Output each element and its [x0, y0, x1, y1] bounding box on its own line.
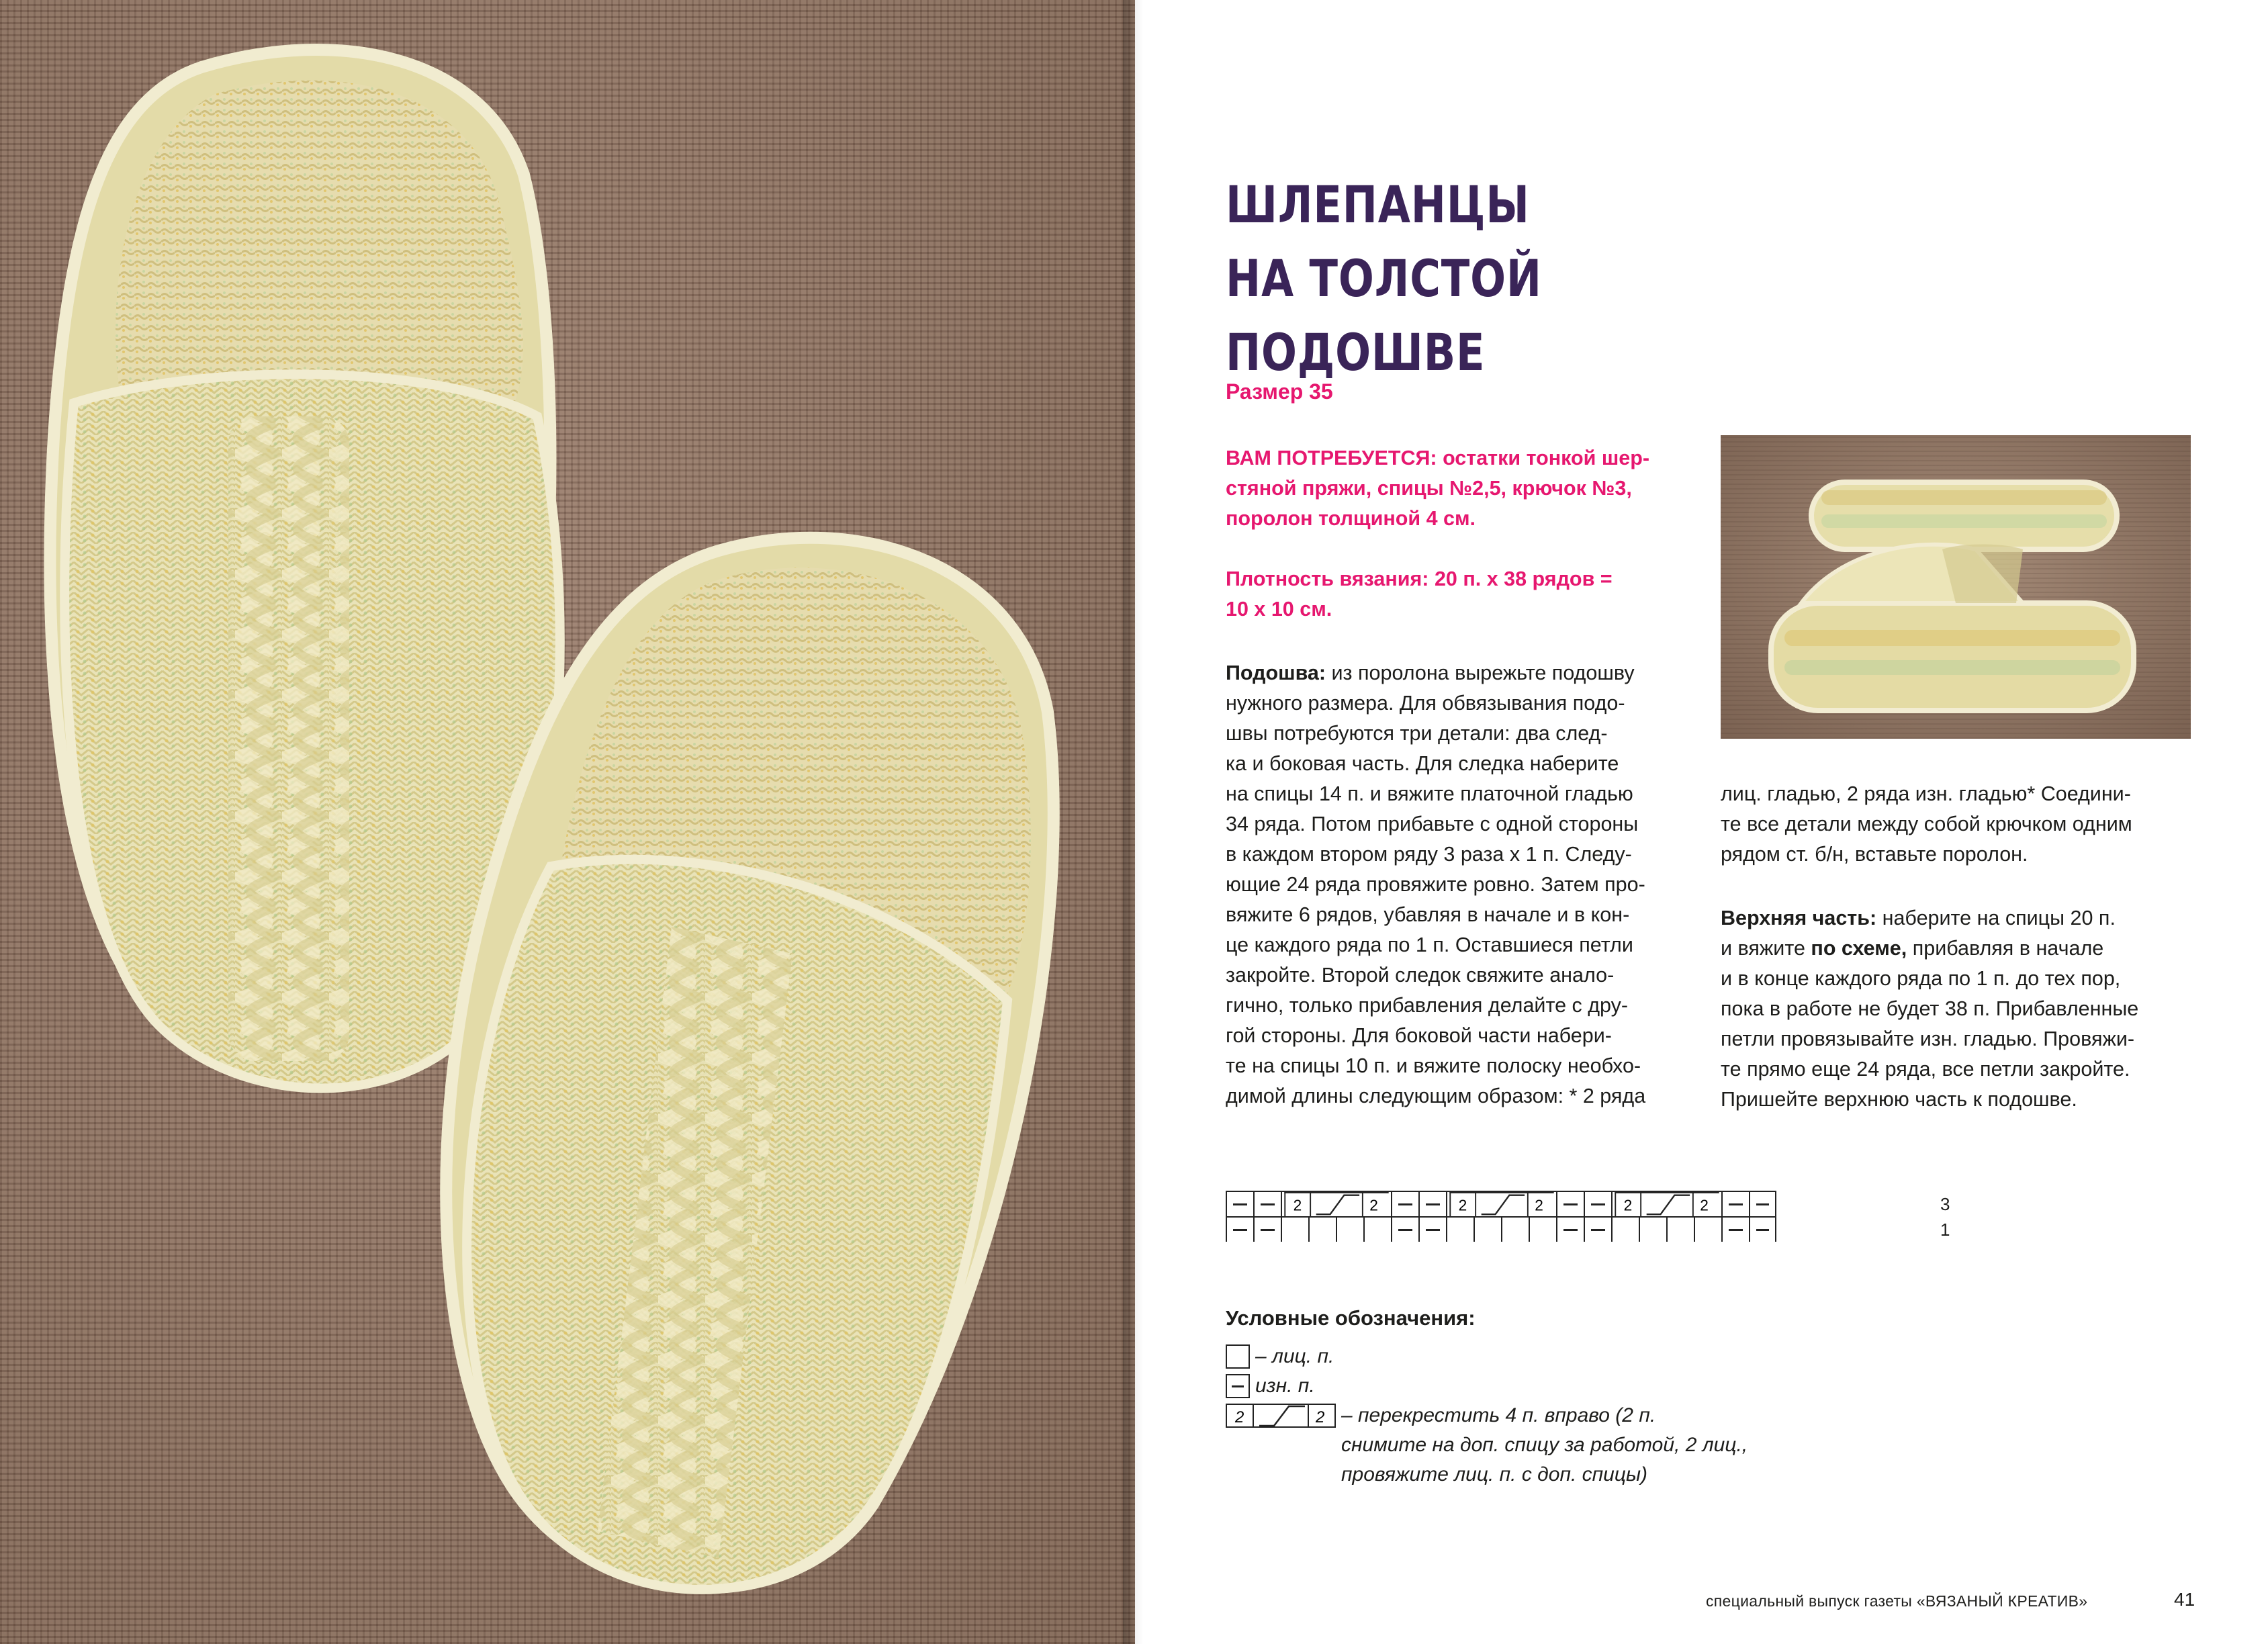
row1-knit-cell-8: [1446, 1216, 1473, 1242]
row1-knit-cell-3: [1308, 1216, 1336, 1242]
chart-row-1: [1226, 1216, 1776, 1242]
row1-knit-cell-17: [1694, 1216, 1721, 1242]
sole-paragraph-continued: лиц. гладью, 2 ряда изн. гладью* Соедини- те все детали между собой крючком одним рядом ст. б/н, вставьте поролон.: [1721, 782, 2132, 866]
row1-purl-cell-1: [1253, 1216, 1281, 1242]
row1-knit-cell-4: [1336, 1216, 1363, 1242]
knit-stitch-symbol: [1226, 1344, 1250, 1369]
page-fold-shadow: [1123, 0, 1143, 1644]
row1-knit-cell-15: [1639, 1216, 1666, 1242]
cable-number-left: 2: [1458, 1196, 1467, 1214]
row3-purl-cell-7: [1584, 1191, 1611, 1216]
row1-knit-cell-10: [1501, 1216, 1529, 1242]
row1-purl-cell-7: [1418, 1216, 1446, 1242]
row1-knit-cell-2: [1281, 1216, 1308, 1242]
row3-purl-cell-6: [1556, 1191, 1584, 1216]
cable-symbol-number-right: 2: [1316, 1408, 1325, 1426]
row1-purl-cell-6: [1391, 1216, 1418, 1242]
row1-purl-cell-18: [1721, 1216, 1749, 1242]
footer-text: специальный выпуск газеты «ВЯЗАНЫЙ КРЕАТИВ»: [1706, 1592, 2088, 1610]
chart-row-number-3: 3: [1940, 1194, 1950, 1214]
row1-purl-cell-12: [1556, 1216, 1584, 1242]
sole-paragraph: [1226, 658, 1709, 1111]
row3-purl-cell-4: [1418, 1191, 1446, 1216]
article-title: ШЛЕПАНЦЫ НА ТОЛСТОЙ ПОДОШВЕ: [1226, 175, 1542, 382]
materials-text: остатки тонкой шер- стяной пряжи, спицы №2,5, крючок №3, поролон толщиной 4 см.: [1226, 447, 1650, 530]
chart-row-number-1: 1: [1940, 1220, 1950, 1240]
row3-cable-cell-8: [1611, 1191, 1721, 1216]
legend-purl-text: изн. п.: [1255, 1375, 1315, 1397]
row3-purl-cell-1: [1253, 1191, 1281, 1216]
row1-purl-cell-19: [1749, 1216, 1776, 1242]
cable-number-right: 2: [1369, 1196, 1378, 1214]
upper-label: Верхняя часть:: [1721, 907, 1877, 929]
cable-number-right: 2: [1535, 1196, 1543, 1214]
slippers-side-illustration: [1721, 435, 2191, 739]
upper-text-1: наберите на спицы 20 п. и вяжите: [1721, 907, 2116, 960]
materials-label: ВАМ ПОТРЕБУЕТСЯ:: [1226, 447, 1437, 469]
legend-title: Условные обозначения:: [1226, 1306, 1476, 1330]
upper-paragraph: [1721, 903, 2204, 1115]
row1-purl-cell-0: [1226, 1216, 1253, 1242]
page-number: 41: [2174, 1589, 2195, 1610]
row3-purl-cell-0: [1226, 1191, 1253, 1216]
upper-text-2: прибавляя в начале и в конце каждого ряда по 1 п. до тех пор, пока в работе не будет 38 п. Прибавленные петли провязывайте изн. гладью. Провяжи- те прямо еще 24 ряда, все петли закройте. Пришейте верхнюю часть к подошве.: [1721, 937, 2139, 1111]
upper-emphasis: по схеме,: [1811, 937, 1907, 960]
sole-text: из поролона вырежьте подошву нужного размера. Для обвязывания подо- швы потребуются три детали: два след- ка и боковая часть. Для следка наберите на спицы 14 п. и вяжите платочной гладью 34 ряда. Потом прибавьте с одной стороны в каждом втором ряду 3 раза х 1 п. Следу- ющие 24 ряда провяжите ровно. Затем про- вяжите 6 рядов, убавляя в начале и в кон- це каждого ряда по 1 п. Оставшиеся петли закройте. Второй следок свяжите анало- гично, только прибавления делайте с дру- гой стороны. Для боковой части набери- те на спицы 10 п. и вяжите полоску необхо- димой длины следующим образом: * 2 ряда: [1226, 661, 1646, 1107]
cable-stitch-symbol: [1226, 1404, 1336, 1428]
slippers-side-photo: [1721, 435, 2191, 739]
side-slipper-bottom: [1771, 603, 2134, 711]
legend-purl: [1226, 1371, 1315, 1401]
row1-knit-cell-5: [1363, 1216, 1391, 1242]
side-slipper-upper-shade: [1942, 545, 2023, 604]
knitting-chart: [1226, 1191, 1950, 1242]
row1-knit-cell-11: [1529, 1216, 1556, 1242]
chart-row-3: [1226, 1191, 1776, 1216]
materials-paragraph: [1226, 443, 1709, 534]
cable-number-right: 2: [1700, 1196, 1709, 1214]
gauge-paragraph: Плотность вязания: 20 п. х 38 рядов = 10 х 10 см.: [1226, 567, 1613, 621]
legend-cable: [1226, 1401, 1748, 1490]
row1-knit-cell-14: [1611, 1216, 1639, 1242]
size-label: Размер 35: [1226, 379, 1333, 404]
row3-purl-cell-10: [1749, 1191, 1776, 1216]
row1-knit-cell-9: [1473, 1216, 1501, 1242]
row3-cable-cell-5: [1446, 1191, 1556, 1216]
legend-knit: [1226, 1342, 1334, 1371]
row3-purl-cell-9: [1721, 1191, 1749, 1216]
side-slipper-top: [1811, 482, 2117, 549]
row1-knit-cell-16: [1666, 1216, 1694, 1242]
cable-symbol-number-left: 2: [1235, 1408, 1244, 1426]
row3-cable-cell-2: [1281, 1191, 1391, 1216]
sole-label: Подошва:: [1226, 661, 1326, 684]
cable-number-left: 2: [1293, 1196, 1302, 1214]
row3-purl-cell-3: [1391, 1191, 1418, 1216]
legend-cable-text: – перекрестить 4 п. вправо (2 п. снимите на доп. спицу за работой, 2 лиц., провяжите лиц. п. с доп. спицы): [1341, 1404, 1748, 1486]
legend-knit-text: – лиц. п.: [1255, 1345, 1334, 1367]
instructions-page: [1142, 0, 2268, 1644]
cable-number-left: 2: [1623, 1196, 1633, 1214]
row1-purl-cell-13: [1584, 1216, 1611, 1242]
purl-stitch-symbol: [1226, 1374, 1250, 1398]
